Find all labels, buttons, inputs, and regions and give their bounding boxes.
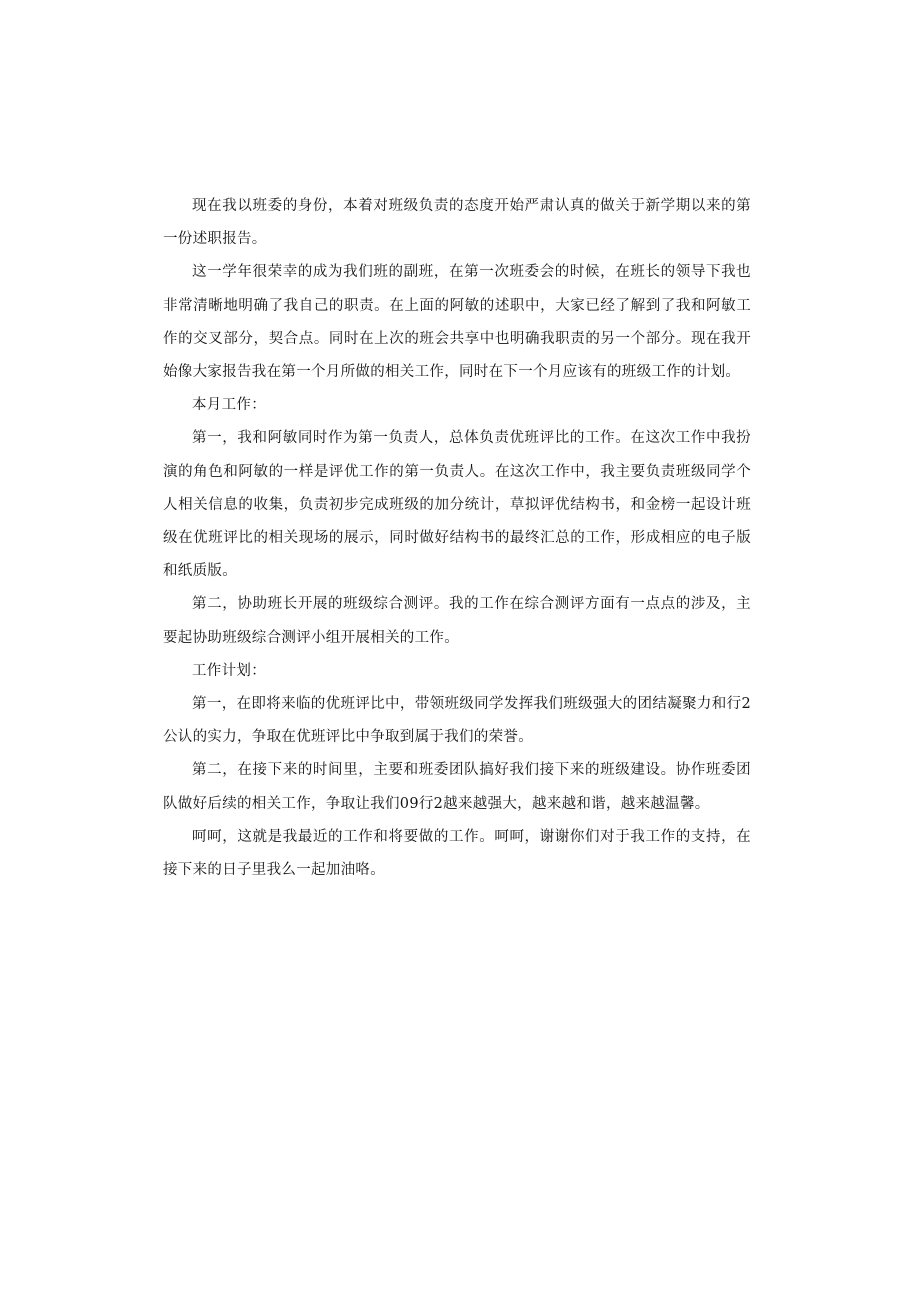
paragraph-plan-first: 第一，在即将来临的优班评比中，带领班级同学发挥我们班级强大的团结凝聚力和行2公认的实力，争取在优班评比中争取到属于我们的荣誉。 bbox=[163, 696, 751, 746]
heading-work-plan: 工作计划： bbox=[192, 662, 266, 679]
paragraph-closing: 呵呵，这就是我最近的工作和将要做的工作。呵呵，谢谢你们对于我工作的支持，在接下来的日子里我么一起加油咯。 bbox=[163, 828, 751, 879]
paragraph-role: 这一学年很荣幸的成为我们班的副班，在第一次班委会的时候，在班长的领导下我也非常清晰地明确了我自己的职责。在上面的阿敏的述职中，大家已经了解到了我和阿敏工作的交叉部分，契合点。同时在上次的班会共享中也明确我职责的另一个部分。现在我开始像大家报告我在第一个月所做的相关工作，同时在下一个月应该有的班级工作的计划。 bbox=[163, 264, 751, 381]
paragraph-intro: 现在我以班委的身份，本着对班级负责的态度开始严肃认真的做关于新学期以来的第一份述职报告。 bbox=[163, 198, 751, 248]
heading-this-month-work: 本月工作： bbox=[192, 397, 266, 414]
paragraph-plan-second: 第二，在接下来的时间里，主要和班委团队搞好我们接下来的班级建设。协作班委团队做好后续的相关工作，争取让我们09行2越来越强大，越来越和谐，越来越温馨。 bbox=[163, 762, 751, 812]
paragraph-work-second: 第二，协助班长开展的班级综合测评。我的工作在综合测评方面有一点点的涉及，主要起协助班级综合测评小组开展相关的工作。 bbox=[163, 596, 751, 646]
paragraph-work-first: 第一，我和阿敏同时作为第一负责人，总体负责优班评比的工作。在这次工作中我扮演的角色和阿敏的一样是评优工作的第一负责人。在这次工作中，我主要负责班级同学个人相关信息的收集，负责初步完成班级的加分统计，草拟评优结构书，和金榜一起设计班级在优班评比的相关现场的展示，同时做好结构书的最终汇总的工作，形成相应的电子版和纸质版。 bbox=[163, 430, 751, 580]
document-page bbox=[163, 190, 751, 887]
